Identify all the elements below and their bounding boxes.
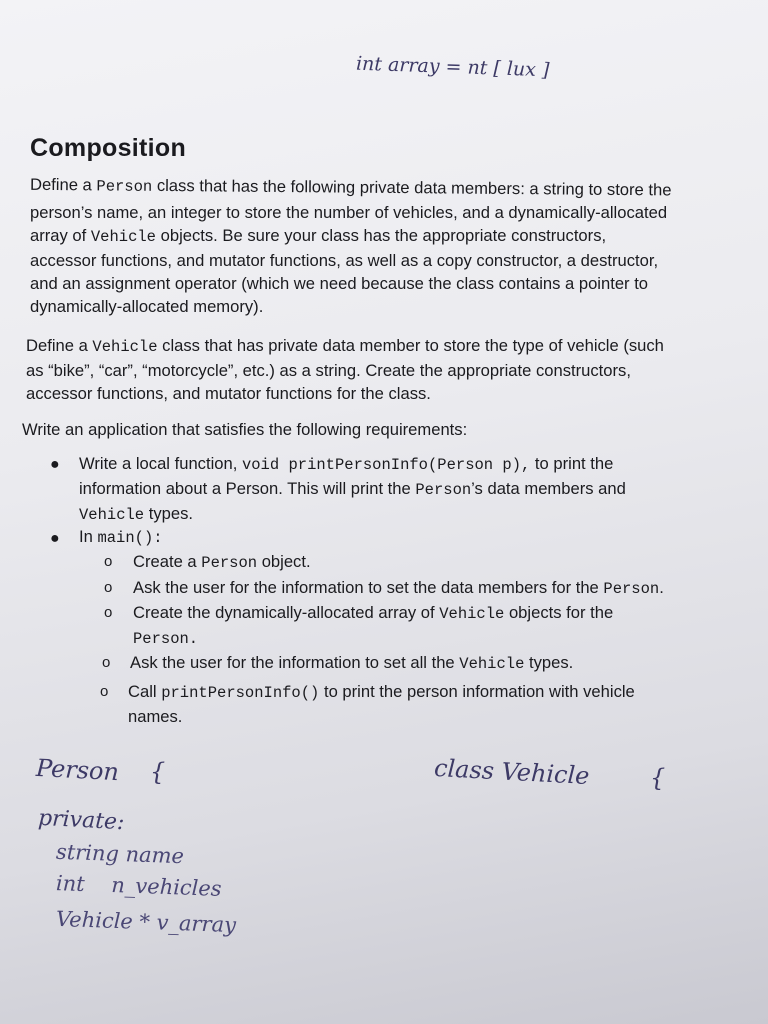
sub-item-create-vehicle-array xyxy=(133,601,733,651)
p2-line1: Define a Vehicle class that has private data member to store the type of vehicle (such xyxy=(26,336,664,356)
bullet-main: In main(): xyxy=(79,527,163,547)
handwritten-vehicle-brace: { xyxy=(650,764,666,792)
handwritten-person-brace: { xyxy=(150,758,166,786)
p1-line4: accessor functions, and mutator functions, as well as a copy constructor, a destructor, xyxy=(30,251,659,270)
handwritten-person: Person xyxy=(35,753,120,787)
bullet1-line1: Write a local function, void printPersonInfo(Person p), to print the xyxy=(79,454,614,474)
paragraph-vehicle-class xyxy=(26,334,756,405)
handwritten-member-name: string name xyxy=(55,839,185,869)
handwritten-top-note: int array = nt [ lux ] xyxy=(355,52,550,82)
sub-item-ask-vehicle-types: Ask the user for the information to set all the Vehicle types. xyxy=(130,653,574,673)
sub-bullet-marker-3: o xyxy=(104,604,113,621)
sub-bullet-marker-4: o xyxy=(102,654,111,671)
sub5-line2: names. xyxy=(128,707,183,726)
sub3-line1: Create the dynamically-allocated array of Vehicle objects for the xyxy=(133,603,614,623)
paragraph-person-class xyxy=(30,176,760,318)
handwritten-member-nvehicles: int n_vehicles xyxy=(55,871,222,901)
sub-item-create-person: Create a Person object. xyxy=(133,552,311,572)
sub-item-call-print xyxy=(128,680,748,728)
sub-item-ask-person-info: Ask the user for the information to set the data members for the Person. xyxy=(133,578,664,598)
sub-bullet-marker-2: o xyxy=(104,579,113,596)
sub-bullet-marker-5: o xyxy=(100,683,109,700)
handwritten-member-varray: Vehicle * v_array xyxy=(55,906,237,938)
bullet-dot-2: ● xyxy=(50,530,60,547)
sub-bullet-marker-1: o xyxy=(104,553,113,570)
p1-line3: array of Vehicle objects. Be sure your class has the appropriate constructors, xyxy=(30,226,607,246)
p1-line6: dynamically-allocated memory). xyxy=(30,297,264,316)
handwritten-class-vehicle: class Vehicle xyxy=(433,753,591,791)
heading-composition: Composition xyxy=(30,134,187,162)
bullet-print-person-info xyxy=(79,452,749,527)
p1-line1: Define a Person class that has the following private data members: a string to store the xyxy=(29,174,672,200)
p2-line2: as “bike”, “car”, “motorcycle”, etc.) as a string. Create the appropriate constructors, xyxy=(26,361,631,380)
bullet1-line3: Vehicle types. xyxy=(79,504,194,524)
sub3-line2: Person. xyxy=(133,630,199,648)
bullet-dot-1: ● xyxy=(50,456,60,473)
paragraph-requirements: Write an application that satisfies the following requirements: xyxy=(22,420,468,439)
p1-line5: and an assignment operator (which we need because the class contains a pointer to xyxy=(30,274,649,293)
bullet1-line2: information about a Person. This will print the Person’s data members and xyxy=(79,479,626,499)
p2-line3: accessor functions, and mutator functions for the class. xyxy=(26,384,431,403)
handwritten-private: private: xyxy=(37,805,126,836)
sub5-line1: Call printPersonInfo() to print the person information with vehicle xyxy=(128,682,635,702)
p1-line2: person’s name, an integer to store the number of vehicles, and a dynamically-allocated xyxy=(30,203,668,222)
